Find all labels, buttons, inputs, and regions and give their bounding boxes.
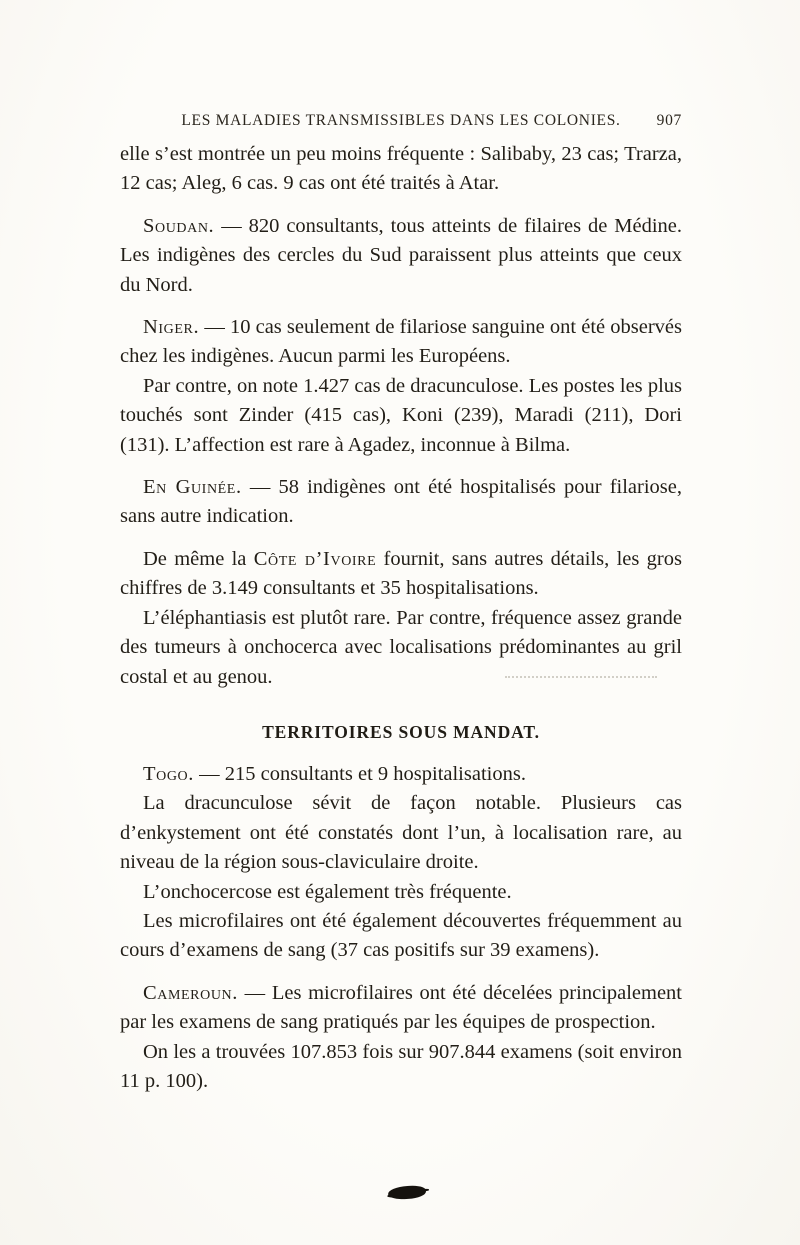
section-heading-territoires: TERRITOIRES SOUS MANDAT. <box>262 721 540 742</box>
paragraph-soudan: Soudan. — 820 consultants, tous atteints de filaires de Médine. Les indigènes des cercles du Sud paraissent plus atteints que ceux du Nord. <box>120 214 682 296</box>
lead-soudan: Soudan. <box>143 214 215 237</box>
paragraph-elephantiasis: L’éléphantiasis est plutôt rare. Par contre, fréquence assez grande des tumeurs à onchocerca avec localisations prédominantes au gril costal et au genou. <box>120 606 682 688</box>
page-number: 907 <box>656 112 682 129</box>
paragraph-cote-divoire: De même la Côte d’Ivoire fournit, sans autres détails, les gros chiffres de 3.149 consultants et 35 hospitalisations. <box>120 547 682 600</box>
paragraph-examens-totaux: On les a trouvées 107.853 fois sur 907.844 examens (soit environ 11 p. 100). <box>120 1040 682 1092</box>
lead-niger: Niger. <box>143 316 200 339</box>
paragraph-microfilaires-togo: Les microfilaires ont été également découvertes fréquemment au cours d’examens de sang (37 cas positifs sur 39 examens). <box>120 909 682 962</box>
running-head <box>120 112 682 130</box>
paragraph-guinee: En Guinée. — 58 indigènes ont été hospitalisés pour filariose, sans autre indication. <box>120 476 682 528</box>
text-block <box>120 112 682 1096</box>
inline-cote-divoire: Côte d’Ivoire <box>253 547 377 570</box>
paragraph-cameroun: Cameroun. — Les microfilaires ont été décelées principalement par les examens de sang pratiqués par les équipes de prospection. <box>120 981 682 1034</box>
paragraph-togo: Togo. — 215 consultants et 9 hospitalisations. <box>143 762 526 785</box>
scan-dash-artifact <box>505 676 657 678</box>
paragraph-onchocercose: L’onchocercose est également très fréquente. <box>143 880 512 903</box>
paragraph-continuation: elle s’est montrée un peu moins fréquente : Salibaby, 23 cas; Trarza, 12 cas; Aleg, 6 cas. 9 cas ont été traités à Atar. <box>120 143 682 195</box>
running-title: LES MALADIES TRANSMISSIBLES DANS LES COLONIES. <box>181 112 621 129</box>
lead-togo: Togo. <box>143 762 194 785</box>
lead-cameroun: Cameroun. <box>143 981 238 1004</box>
paragraph-dracunculose-togo: La dracunculose sévit de façon notable. Plusieurs cas d’enkystement ont été constatés dont l’un, à localisation rare, au niveau de la région sous-claviculaire droite. <box>120 792 682 874</box>
lead-guinee: En Guinée. <box>143 476 242 499</box>
paragraph-dracunculose: Par contre, on note 1.427 cas de dracunculose. Les postes les plus touchés sont Zinder (415 cas), Koni (239), Maradi (211), Dori (131). L’affection est rare à Agadez, inconnue à Bilma. <box>120 374 682 456</box>
ink-smudge-artifact <box>388 1185 427 1201</box>
paragraph-niger: Niger. — 10 cas seulement de filariose sanguine ont été observés chez les indigènes. Aucun parmi les Européens. <box>120 316 682 368</box>
